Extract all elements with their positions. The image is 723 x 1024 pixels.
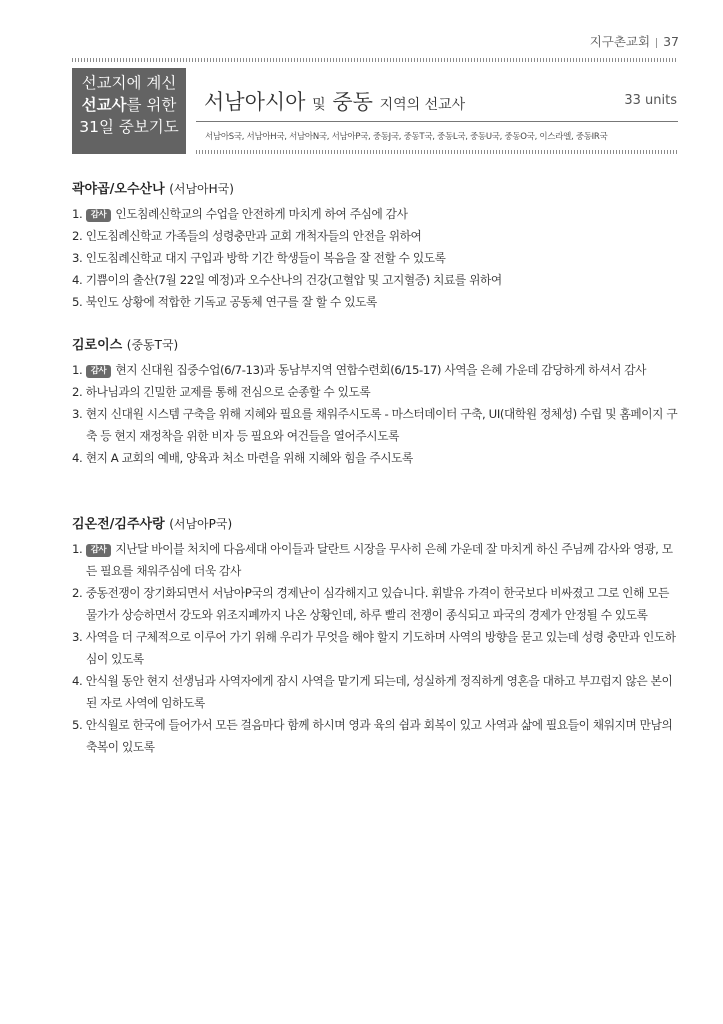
item-number: 3. [72, 630, 83, 644]
missionary-section-3 [72, 513, 682, 758]
item-number: 2. [72, 385, 83, 399]
publication-name: 지구촌교회 [589, 34, 651, 49]
banner-title-part4: 지역의 선교사 [379, 97, 466, 113]
item-text: 하나님과의 긴밀한 교제를 통해 전심으로 순종할 수 있도록 [85, 385, 371, 399]
thanks-badge: 감사 [86, 544, 112, 557]
prayer-item [72, 381, 682, 403]
banner-title [204, 86, 465, 116]
page-header [590, 32, 679, 50]
banner-label-box [72, 68, 186, 154]
prayer-item [72, 203, 682, 225]
banner-bottom-rule [196, 150, 678, 154]
prayer-item [72, 538, 682, 582]
missionary-name [72, 513, 682, 532]
prayer-item [72, 582, 682, 626]
banner-box-line3: 31일 중보기도 [79, 118, 179, 136]
prayer-item [72, 269, 682, 291]
item-number: 4. [72, 674, 83, 688]
item-text: 현지 신대원 시스템 구축을 위해 지혜와 필요를 채워주시도록 - 마스터데이터 구축, UI(대학원 정체성) 수립 및 홈페이지 구축 등 현지 재정착을 위한 비자 등 필요와 여건들을 열어주시도록 [85, 407, 678, 443]
banner-region-list: 서남아S국, 서남아H국, 서남아N국, 서남아P국, 중동J국, 중동T국, 중동L국, 중동U국, 중동O국, 이스라엘, 중동IR국 [205, 132, 608, 142]
banner-box-line2-bold: 선교사 [81, 96, 127, 114]
item-number: 3. [72, 407, 83, 421]
prayer-item [72, 247, 682, 269]
item-number: 1. [72, 363, 83, 377]
item-text: 인도침례신학교의 수업을 안전하게 마치게 하여 주심에 감사 [115, 207, 408, 221]
banner-box-line2-rest: 를 위한 [126, 96, 177, 114]
item-number: 5. [72, 718, 83, 732]
prayer-item [72, 225, 682, 247]
prayer-item [72, 626, 682, 670]
item-text: 인도침례신학교 가족들의 성령충만과 교회 개척자들의 안전을 위하여 [85, 229, 422, 243]
item-text: 중동전쟁이 장기화되면서 서남아P국의 경제난이 심각해지고 있습니다. 휘발유 가격이 한국보다 비싸졌고 그로 인해 모든 물가가 상승하면서 강도와 위조지폐까지 나온 상황인데, 하루 빨리 전쟁이 종식되고 파국의 경제가 안정될 수 있도록 [85, 586, 670, 622]
item-number: 1. [72, 542, 83, 556]
banner-box-line1: 선교지에 계신 [81, 74, 177, 92]
item-text: 인도침례신학교 대지 구입과 방학 기간 학생들이 복음을 잘 전할 수 있도록 [85, 251, 446, 265]
missionary-region: (중동T국) [126, 338, 179, 352]
missionary-name [72, 178, 682, 197]
banner-units: 33 units [624, 93, 677, 108]
item-text: 안식월 동안 현지 선생님과 사역자에게 잠시 사역을 맡기게 되는데, 성실하게 정직하게 영혼을 대하고 부끄럽지 않은 본이 된 자로 사역에 임하도록 [85, 674, 673, 710]
banner-title-part3: 중동 [332, 90, 373, 114]
banner-title-part2: 및 [312, 97, 326, 113]
prayer-item [72, 403, 682, 447]
thanks-badge: 감사 [86, 209, 112, 222]
banner-box-line2 [72, 94, 186, 116]
item-text: 사역을 더 구체적으로 이루어 가기 위해 우리가 무엇을 해야 할지 기도하며 사역의 방향을 묻고 있는데 성령 충만과 인도하심이 있도록 [85, 630, 676, 666]
prayer-item [72, 359, 682, 381]
item-number: 4. [72, 451, 83, 465]
item-text: 현지 신대원 집중수업(6/7-13)과 동남부지역 연합수련회(6/15-17) 사역을 은혜 가운데 감당하게 하셔서 감사 [115, 363, 647, 377]
prayer-item [72, 291, 682, 313]
thanks-badge: 감사 [86, 365, 112, 378]
page-number: 37 [663, 34, 679, 49]
item-text: 안식월로 한국에 들어가서 모든 걸음마다 함께 하시며 영과 육의 쉼과 회복이 있고 사역과 삶에 필요들이 채워지며 만남의 축복이 있도록 [85, 718, 673, 754]
item-text: 지난달 바이블 처치에 다음세대 아이들과 달란트 시장을 무사히 은혜 가운데 잘 마치게 하신 주님께 감사와 영광, 모든 필요를 채워주심에 더욱 감사 [86, 542, 673, 578]
banner-title-part1: 서남아시아 [204, 90, 306, 114]
header-divider [656, 38, 657, 48]
banner-top-rule [72, 58, 678, 62]
item-number: 1. [72, 207, 83, 221]
item-number: 2. [72, 586, 83, 600]
missionary-section-1 [72, 178, 682, 313]
item-number: 3. [72, 251, 83, 265]
missionary-name-text: 김온전/김주사랑 [72, 517, 165, 532]
item-number: 4. [72, 273, 83, 287]
item-text: 현지 A 교회의 예배, 양육과 처소 마련을 위해 지혜와 힘을 주시도록 [85, 451, 413, 465]
banner-mid-rule [196, 121, 678, 122]
prayer-item [72, 714, 682, 758]
missionary-name-text: 곽야곱/오수산나 [72, 182, 165, 197]
missionary-region: (서남아H국) [169, 182, 234, 196]
missionary-region: (서남아P국) [169, 517, 233, 531]
missionary-name-text: 김로이스 [72, 338, 123, 353]
item-number: 5. [72, 295, 83, 309]
prayer-item [72, 447, 682, 469]
prayer-item [72, 670, 682, 714]
item-text: 북인도 상황에 적합한 기독교 공동체 연구를 잘 할 수 있도록 [85, 295, 377, 309]
missionary-name [72, 334, 682, 353]
item-number: 2. [72, 229, 83, 243]
missionary-section-2 [72, 334, 682, 469]
item-text: 기쁨이의 출산(7월 22일 예정)과 오수산나의 건강(고혈압 및 고지혈증) 치료를 위하여 [85, 273, 502, 287]
